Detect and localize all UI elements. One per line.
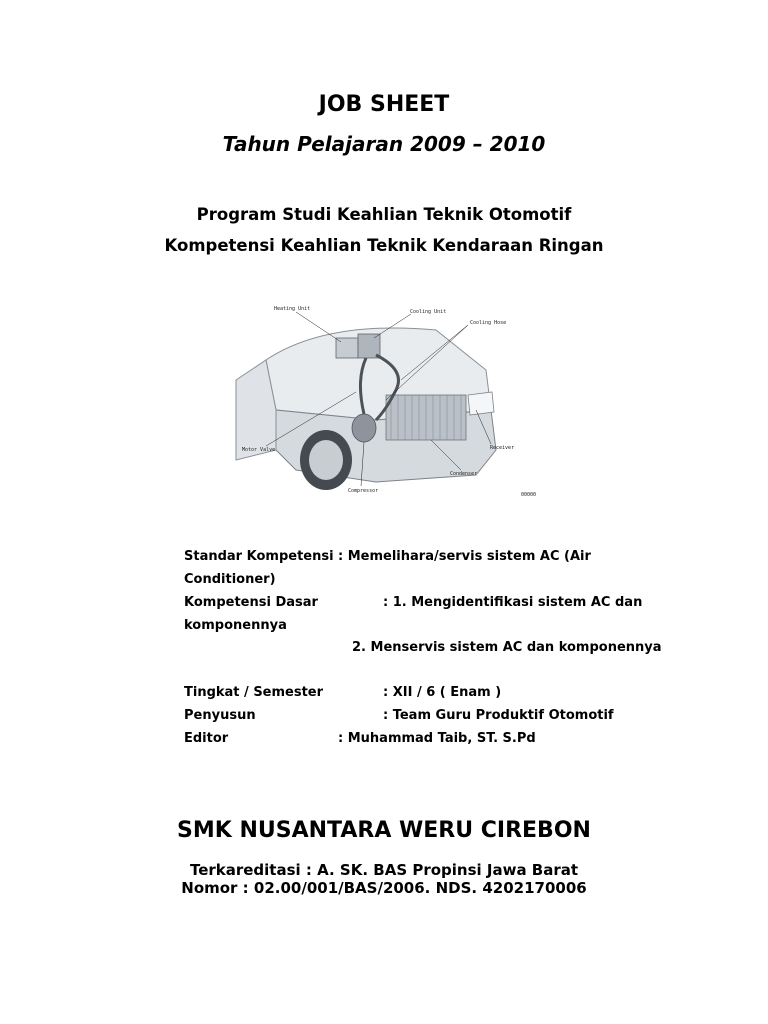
dasar-cont: komponennya: [184, 618, 287, 633]
standar-cont: Conditioner): [184, 572, 276, 587]
dasar-value-1: : 1. Mengidentifikasi sistem AC dan: [383, 595, 643, 610]
school-name: SMK NUSANTARA WERU CIREBON: [177, 818, 591, 843]
registration-number: Nomor : 02.00/001/BAS/2006. NDS. 4202170006: [181, 879, 587, 897]
label-receiver: Receiver: [490, 445, 515, 451]
penyusun-value: : Team Guru Produktif Otomotif: [383, 708, 614, 723]
label-code: 00000: [521, 492, 537, 498]
editor-label: Editor: [184, 731, 229, 746]
tingkat-label: Tingkat / Semester: [184, 685, 324, 700]
editor-value: : Muhammad Taib, ST. S.Pd: [338, 731, 536, 746]
label-compressor: Compressor: [348, 488, 379, 494]
document-title: JOB SHEET: [318, 92, 450, 117]
label-heating-unit: Heating Unit: [274, 306, 311, 312]
competency-program: Kompetensi Keahlian Teknik Kendaraan Ringan: [164, 236, 604, 255]
standar-label: Standar Kompetensi: [184, 549, 334, 564]
label-condenser: Condenser: [450, 471, 478, 477]
dasar-label: Kompetensi Dasar: [184, 595, 318, 610]
academic-year: Tahun Pelajaran 2009 – 2010: [222, 132, 546, 156]
car-ac-system-diagram: [236, 300, 537, 500]
label-cooling-unit: Cooling Unit: [410, 309, 447, 315]
penyusun-label: Penyusun: [184, 708, 256, 723]
label-motor-valve: Motor Valve: [242, 447, 276, 453]
headlight: [468, 392, 494, 415]
car-ac-illustration: [236, 300, 537, 500]
accreditation: Terkareditasi : A. SK. BAS Propinsi Jawa Barat: [189, 861, 579, 879]
study-program: Program Studi Keahlian Teknik Otomotif: [196, 205, 572, 224]
dasar-value-2: 2. Menservis sistem AC dan komponennya: [352, 640, 662, 655]
tingkat-value: : XII / 6 ( Enam ): [383, 685, 502, 700]
label-cooling-hose: Cooling Hose: [470, 320, 507, 326]
compressor: [352, 414, 376, 442]
standar-value: : Memelihara/servis sistem AC (Air: [338, 549, 591, 564]
wheel-rim: [309, 440, 343, 480]
